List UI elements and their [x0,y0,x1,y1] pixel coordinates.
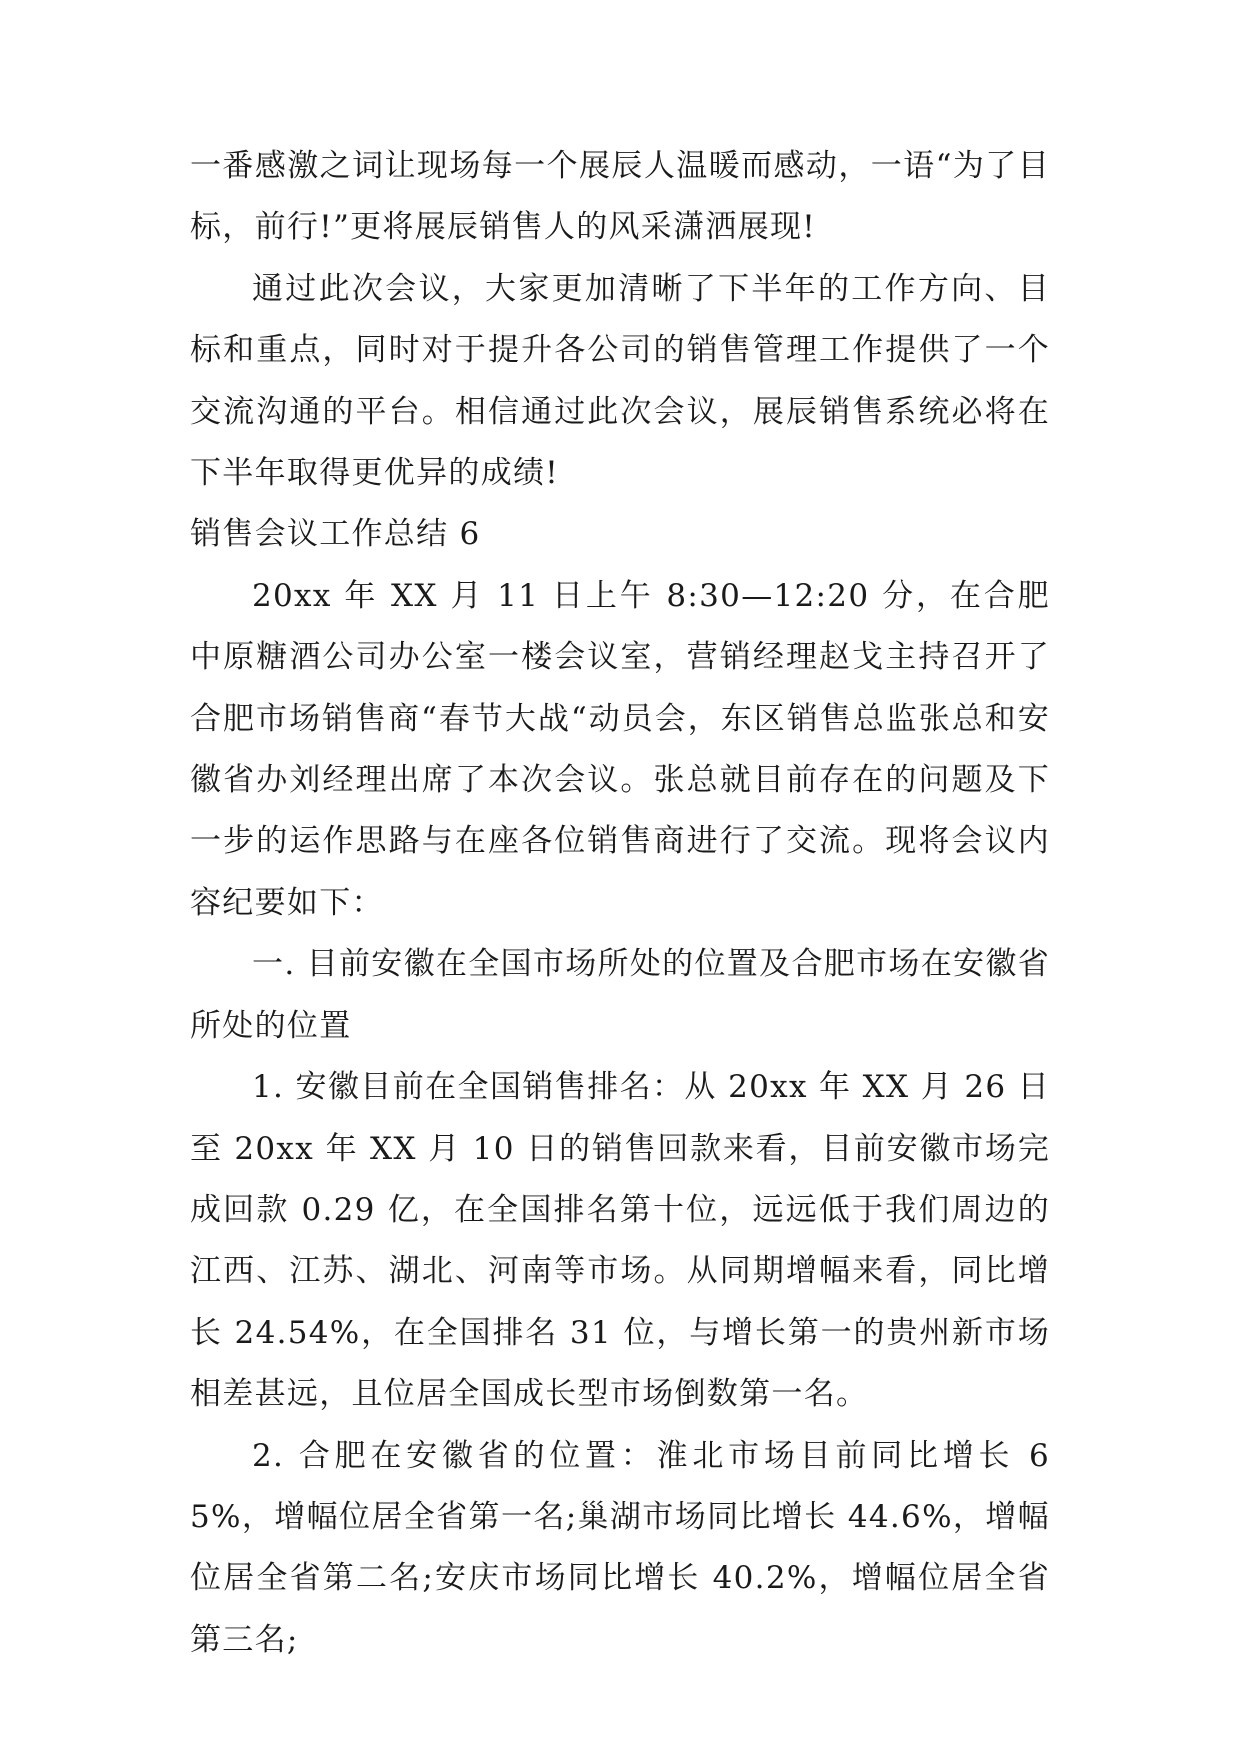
paragraph-meeting-outcome: 通过此次会议，大家更加清晰了下半年的工作方向、目标和重点，同时对于提升各公司的销售管理工作提供了一个交流沟通的平台。相信通过此次会议，展辰销售系统必将在下半年取得更优异的成绩! [190,270,1050,492]
paragraph-section-one-title: 一. 目前安徽在全国市场所处的位置及合肥市场在安徽省所处的位置 [190,946,1050,1044]
paragraph-closing-remarks: 一番感激之词让现场每一个展辰人温暖而感动，一语“为了目标，前行!”更将展辰销售人的风采潇洒展现! [190,148,1050,246]
section-heading: 销售会议工作总结 6 [190,516,481,553]
document-page [190,136,1050,1671]
paragraph-national-ranking: 1. 安徽目前在全国销售排名：从 20xx 年 XX 月 26 日至 20xx 年 XX 月 10 日的销售回款来看，目前安徽市场完成回款 0.29 亿，在全国排名第十位，远远低于我们周边的江西、江苏、湖北、河南等市场。从同期增幅来看，同比增长 24.54%，在全国排名 31 位，与增长第一的贵州新市场相差甚远，且位居全国成长型市场倒数第一名。 [190,1069,1050,1413]
paragraph-meeting-intro: 20xx 年 XX 月 11 日上午 8:30—12:20 分，在合肥中原糖酒公司办公室一楼会议室，营销经理赵戈主持召开了合肥市场销售商“春节大战“动员会，东区销售总监张总和安徽省办刘经理出席了本次会议。张总就目前存在的问题及下一步的运作思路与在座各位销售商进行了交流。现将会议内容纪要如下： [190,577,1050,921]
paragraph-hefei-position: 2. 合肥在安徽省的位置：淮北市场目前同比增长 65%，增幅位居全省第一名;巢湖市场同比增长 44.6%，增幅位居全省第二名;安庆市场同比增长 40.2%，增幅位居全省第三名; [190,1437,1050,1658]
